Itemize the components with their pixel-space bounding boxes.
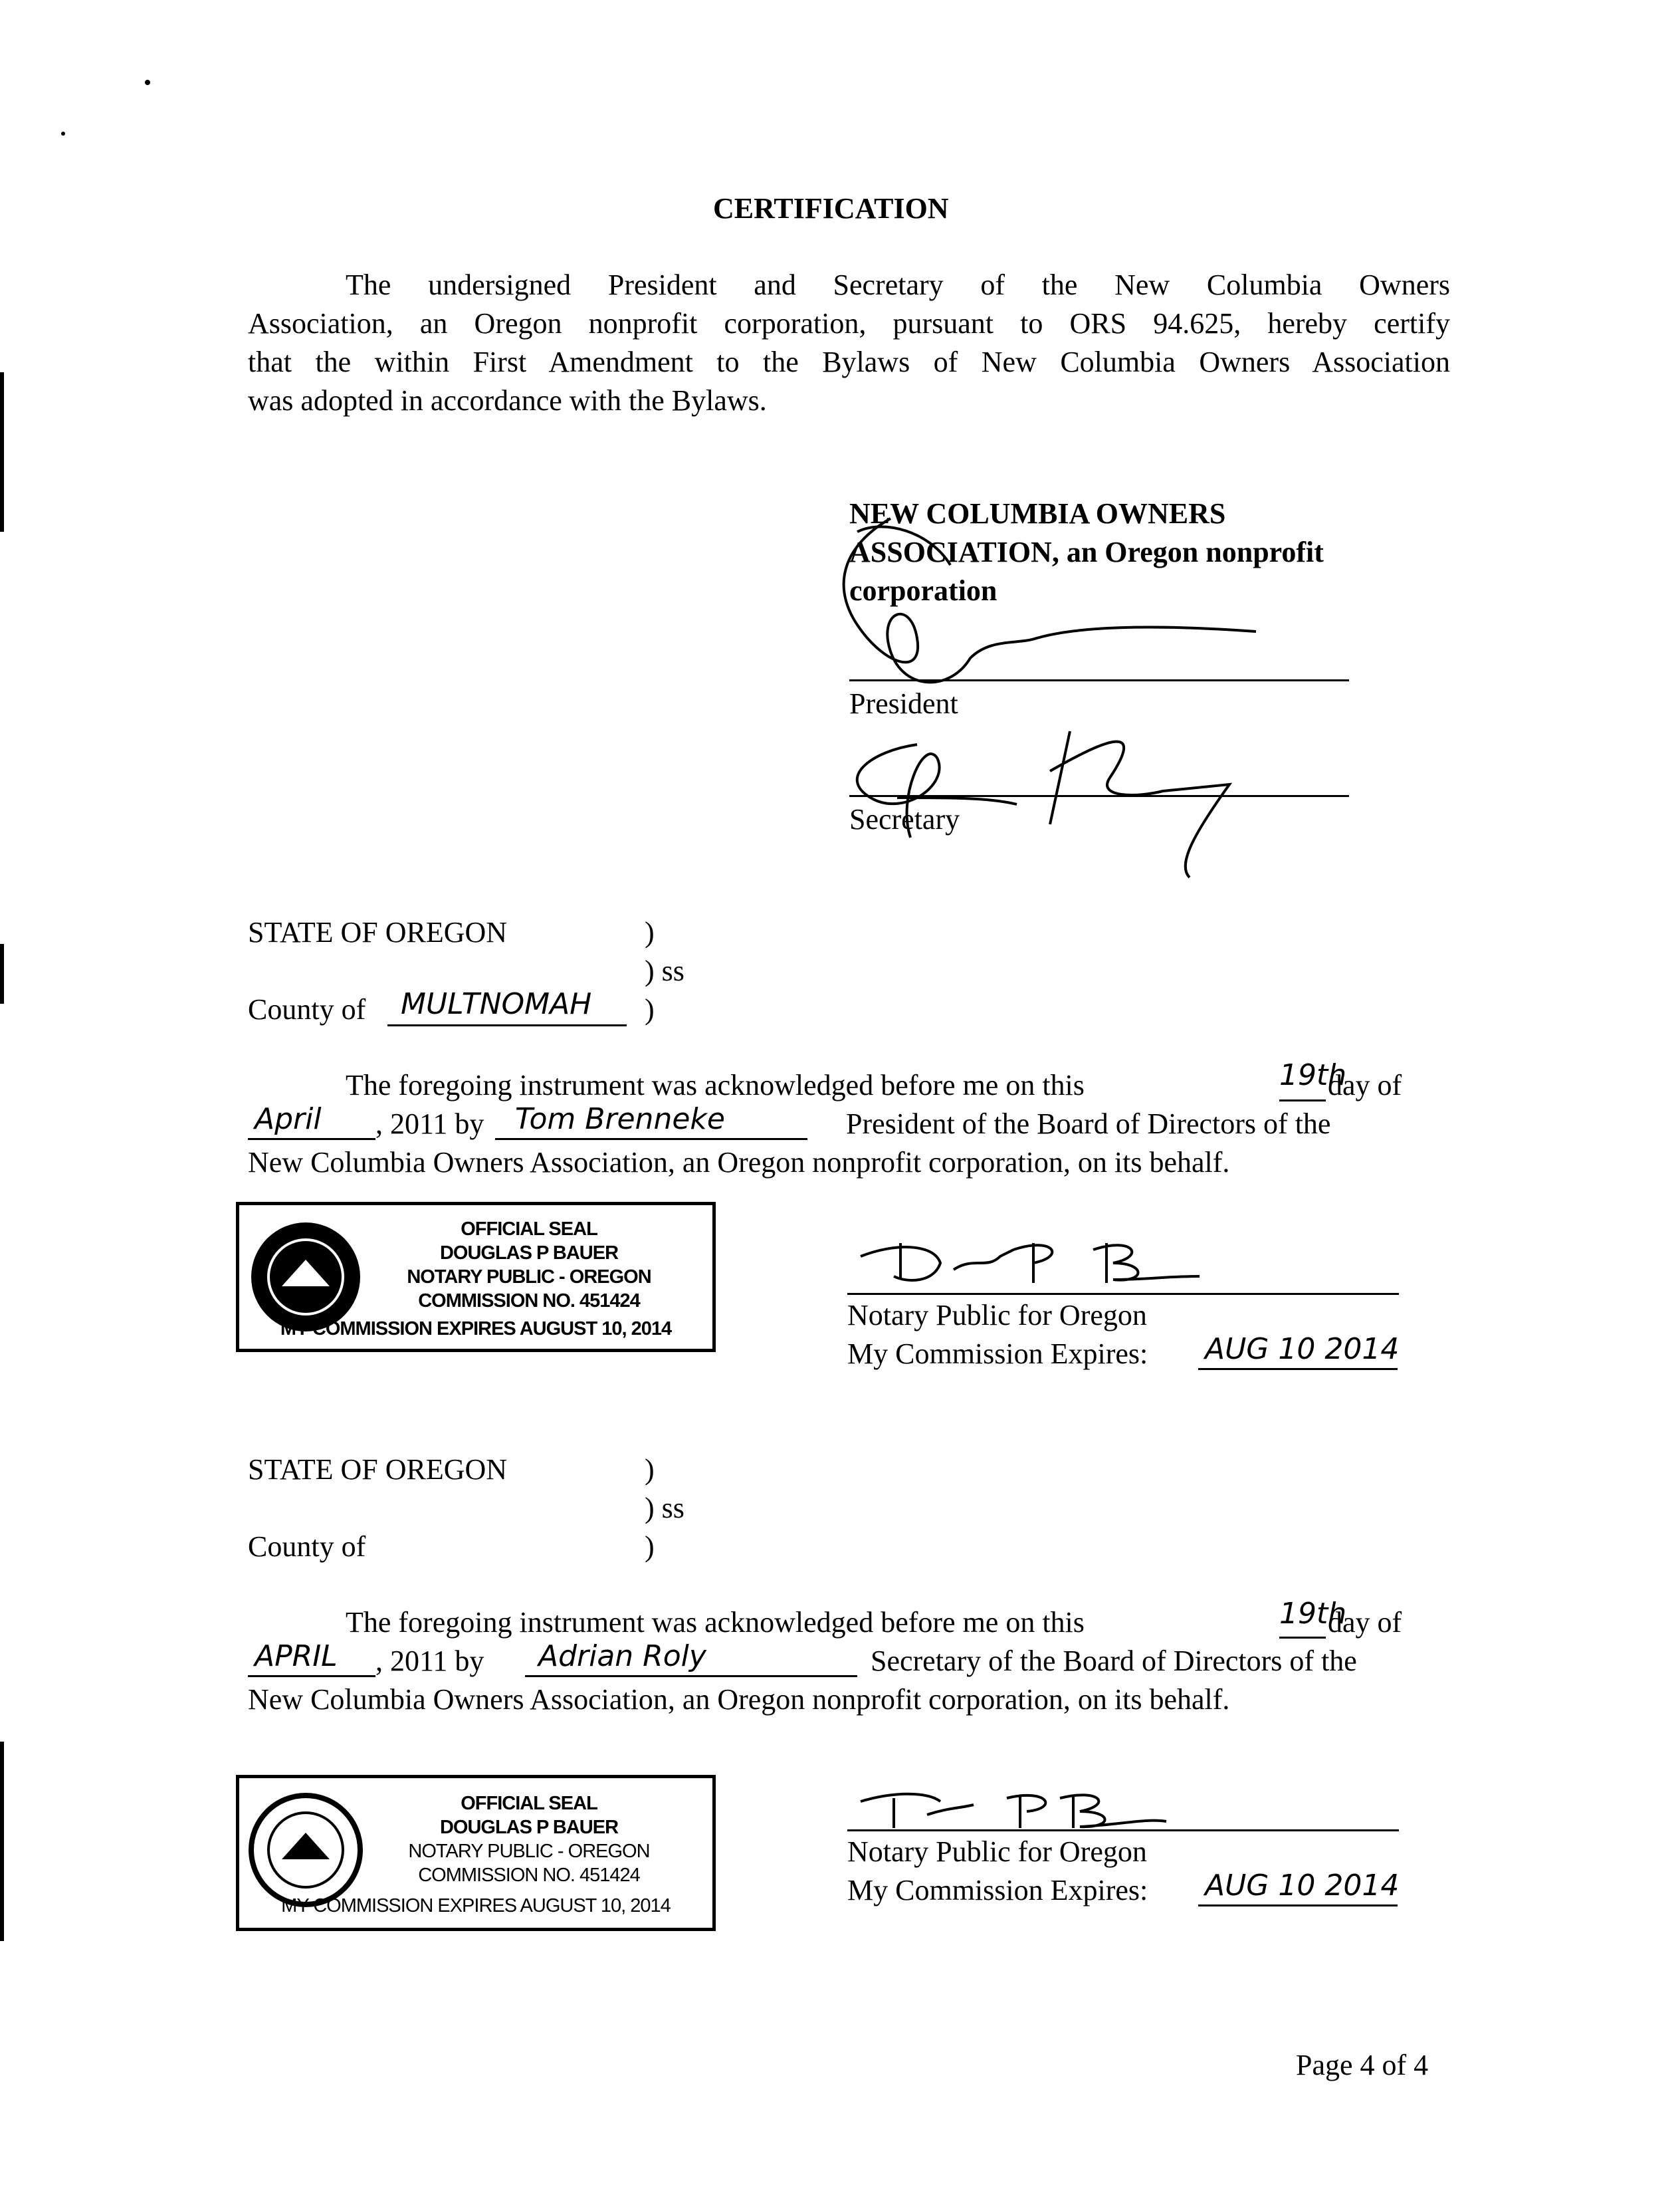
county-label-1: County of: [248, 993, 366, 1026]
president-signature-line: [849, 679, 1349, 681]
ack2-name-field: [525, 1638, 857, 1677]
expires-label-1: My Commission Expires:: [847, 1337, 1148, 1370]
notary-signature-line-2: [847, 1829, 1399, 1831]
paren-2a: ): [645, 1453, 655, 1486]
scan-edge-mark: [0, 944, 4, 1004]
secretary-label: Secretary: [849, 803, 960, 836]
intro-line-3: that the within First Amendment to the Bylaws of New Columbia Owners Association: [248, 346, 1450, 378]
paren-1b: ): [645, 993, 655, 1026]
ack2-name-value: Adrian Roly: [538, 1639, 706, 1673]
ack1-month-value: April: [255, 1102, 322, 1136]
expires-value-2: AUG 10 2014: [1205, 1869, 1400, 1902]
ack2-day-field: [1279, 1597, 1347, 1639]
seal2-line-3: NOTARY PUBLIC - OREGON: [408, 1841, 650, 1862]
scan-speck: [61, 132, 65, 136]
notary-signature-2: [854, 1782, 1200, 1835]
ack1-role-text: President of the Board of Directors of the: [846, 1107, 1331, 1140]
ack2-line1-pre: The foregoing instrument was acknowledged before me on this: [346, 1606, 1085, 1639]
scan-edge-mark: [0, 372, 4, 532]
seal2-line-4: COMMISSION NO. 451424: [418, 1865, 640, 1886]
ack1-name-field: [495, 1101, 807, 1140]
county-field-1: [387, 987, 627, 1026]
county-value-1: MULTNOMAH: [401, 987, 592, 1021]
seal1-line-3: NOTARY PUBLIC - OREGON: [407, 1266, 651, 1288]
expires-field-2: [1198, 1867, 1398, 1906]
org-line-1: NEW COLUMBIA OWNERS: [849, 497, 1226, 530]
ack1-day-field: [1279, 1058, 1347, 1101]
scan-speck: [145, 80, 150, 85]
ack2-line1-post: day of: [1328, 1606, 1402, 1639]
intro-line-1: The undersigned President and Secretary of the New Columbia Owners: [346, 269, 1450, 301]
notary-label-1: Notary Public for Oregon: [847, 1299, 1147, 1331]
paren-1a: ): [645, 916, 655, 949]
seal2-line-2: DOUGLAS P BAUER: [439, 1817, 619, 1838]
state-1: STATE OF OREGON: [248, 916, 508, 949]
ack1-name-value: Tom Brenneke: [515, 1102, 725, 1136]
ack1-line1-pre: The foregoing instrument was acknowledged before me on this: [346, 1069, 1085, 1101]
intro-line-2: Association, an Oregon nonprofit corporation, pursuant to ORS 94.625, hereby certify: [248, 307, 1450, 340]
ack1-year-text: , 2011 by: [375, 1107, 484, 1140]
ack2-line3: New Columbia Owners Association, an Oregon nonprofit corporation, on its behalf.: [248, 1683, 1230, 1716]
notary-seal-2: [236, 1775, 716, 1931]
ss-2: ) ss: [645, 1492, 684, 1524]
president-label: President: [849, 687, 958, 720]
ack1-month-field: [248, 1101, 375, 1140]
expires-label-2: My Commission Expires:: [847, 1874, 1148, 1906]
org-line-2: ASSOCIATION, an Oregon nonprofit: [849, 536, 1324, 568]
state-2: STATE OF OREGON: [248, 1453, 508, 1486]
ack1-line1-post: day of: [1328, 1069, 1402, 1101]
seal1-line-4: COMMISSION NO. 451424: [418, 1290, 640, 1312]
seal1-line-5: MY COMMISSION EXPIRES AUGUST 10, 2014: [280, 1318, 672, 1339]
notary-signature-1: [854, 1230, 1226, 1303]
org-line-3: corporation: [849, 574, 998, 607]
ack2-day-value: 19th: [1279, 1597, 1347, 1631]
paren-2b: ): [645, 1530, 655, 1563]
notary-seal-1: [236, 1202, 716, 1352]
seal2-line-5: MY COMMISSION EXPIRES AUGUST 10, 2014: [281, 1895, 671, 1916]
ss-1: ) ss: [645, 955, 684, 987]
expires-value-1: AUG 10 2014: [1205, 1332, 1400, 1366]
ack2-role-text: Secretary of the Board of Directors of the: [871, 1645, 1357, 1677]
ack2-month-field: [248, 1638, 375, 1677]
notary-label-2: Notary Public for Oregon: [847, 1835, 1147, 1868]
ack1-day-value: 19th: [1279, 1058, 1347, 1092]
ack2-month-value: APRIL: [255, 1639, 338, 1673]
seal2-line-1: OFFICIAL SEAL: [461, 1793, 597, 1814]
document-title: CERTIFICATION: [713, 192, 949, 225]
page-number: Page 4 of 4: [1296, 2049, 1429, 2081]
county-label-2: County of: [248, 1530, 366, 1563]
seal1-line-1: OFFICIAL SEAL: [461, 1218, 597, 1240]
secretary-signature-line: [849, 795, 1349, 797]
notary-signature-line-1: [847, 1293, 1399, 1295]
intro-line-4: was adopted in accordance with the Bylaws.: [248, 384, 767, 417]
ack1-line3: New Columbia Owners Association, an Oregon nonprofit corporation, on its behalf.: [248, 1146, 1230, 1179]
seal1-line-2: DOUGLAS P BAUER: [439, 1242, 619, 1264]
ack2-year-text: , 2011 by: [375, 1645, 484, 1677]
expires-field-1: [1198, 1331, 1398, 1370]
secretary-signature: [817, 705, 1349, 891]
scan-edge-mark: [0, 1742, 4, 1941]
